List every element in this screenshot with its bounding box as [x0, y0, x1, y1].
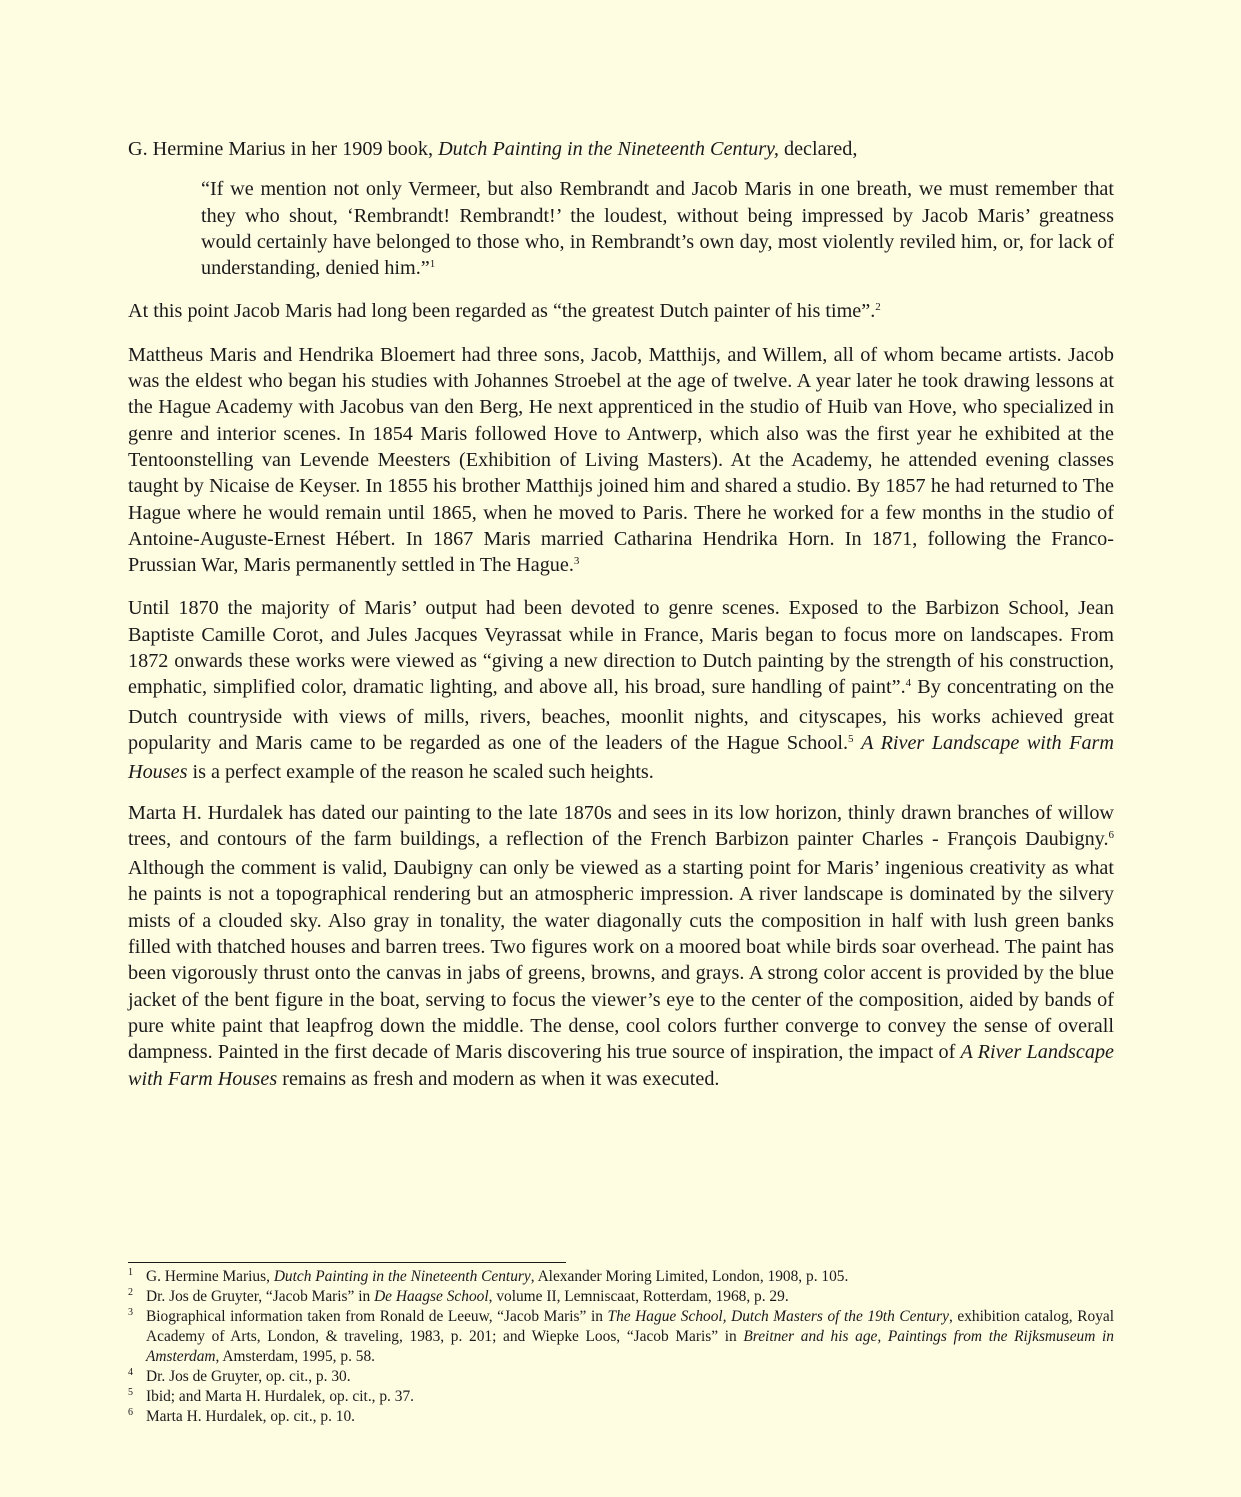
intro-text-end: declared, — [778, 138, 858, 160]
footnote-title: Breitner and his age, Paintings from the Rijksmuseum in Amsterdam — [146, 1328, 1115, 1365]
footnote-item — [128, 1407, 1114, 1427]
footnote-ref[interactable]: 4 — [905, 677, 912, 690]
paragraph — [128, 342, 1114, 582]
paragraph-text: Marta H. Hurdalek has dated our painting to the late 1870s and sees in its low horizon, thinly drawn branches of willow trees, and contours of the farm buildings, a reflection of the French Barbizon painter Charles - François Daubigny. — [128, 801, 1114, 850]
paragraph-text: By concentrating on the Dutch countryside with views of mills, rivers, beaches, moonlit nights, and cityscapes, his works achieved great popularity and Maris came to be regarded as one of the leaders of the Hague School. — [128, 676, 1114, 754]
paragraph — [128, 800, 1114, 1092]
quote-text: “If we mention not only Vermeer, but also Rembrandt and Jacob Maris in one breath, we must remember that they who shout, ‘Rembrandt! Rembrandt!’ the loudest, without being impressed by Jacob Maris’ greatness would certainly have belonged to those who, in Rembrandt’s own day, most violently reviled him, or, for lack of understanding, denied him.” — [201, 178, 1114, 280]
footnote-item — [128, 1367, 1114, 1387]
article-body — [128, 136, 1114, 1092]
footnote-number: 5 — [128, 1387, 133, 1398]
footnote-number: 1 — [128, 1267, 133, 1278]
footnote-text — [146, 1287, 1114, 1307]
footnote-text-part: Biographical information taken from Ronald de Leeuw, “Jacob Maris” in — [146, 1308, 608, 1325]
footnote-title: Dutch Painting in the Nineteenth Century — [273, 1268, 531, 1285]
footnote-number: 2 — [128, 1287, 133, 1298]
footnote-text-part: , Amsterdam, 1995, p. 58. — [215, 1348, 375, 1365]
footnote-number: 3 — [128, 1307, 133, 1318]
footnote-number: 4 — [128, 1367, 133, 1378]
intro-paragraph — [128, 136, 1114, 162]
footnotes — [128, 1262, 1114, 1427]
footnote-ref[interactable]: 3 — [573, 555, 580, 568]
footnote-item — [128, 1307, 1114, 1367]
footnote-text — [146, 1307, 1114, 1367]
footnote-ref[interactable]: 1 — [429, 258, 436, 271]
footnote-text: Dr. Jos de Gruyter, op. cit., p. 30. — [146, 1368, 351, 1385]
footnote-item — [128, 1387, 1114, 1407]
footnote-item — [128, 1267, 1114, 1287]
footnote-ref[interactable]: 2 — [875, 301, 881, 314]
paragraph-text: Until 1870 the majority of Maris’ output had been devoted to genre scenes. Exposed to the Barbizon School, Jean Baptiste Camille Corot, and Jules Jacques Veyrassat while in France, Maris began to focus more on landscapes. From 1872 onwards these works were viewed as “giving a new direction to Dutch painting by the strength of his construction, emphatic, simplified color, dramatic lighting, and above all, his broad, sure handling of paint”. — [128, 597, 1114, 699]
footnote-text-part: G. Hermine Marius, — [146, 1268, 274, 1285]
footnote-text — [146, 1267, 1114, 1287]
intro-text: G. Hermine Marius in her 1909 book, — [128, 138, 439, 160]
paragraph — [128, 595, 1114, 785]
paragraph — [128, 298, 1114, 327]
footnote-text-part: , exhibition catalog, Royal Academy of Arts, London, & traveling, 1983, p. 201; and Wiepke Loos, “Jacob Maris” in — [146, 1308, 1115, 1345]
book-title: Dutch Painting in the Nineteenth Century, — [438, 138, 779, 160]
paragraph-text: is a perfect example of the reason he scaled such heights. — [187, 761, 654, 784]
footnote-text: Marta H. Hurdalek, op. cit., p. 10. — [146, 1408, 356, 1425]
footnote-text-part: Dr. Jos de Gruyter, “Jacob Maris” in — [146, 1288, 375, 1305]
footnote-ref[interactable]: 6 — [1108, 828, 1114, 841]
footnote-title: The Hague School, Dutch Masters of the 19th Century — [607, 1308, 949, 1325]
footnote-text-part: , Alexander Moring Limited, London, 1908, p. 105. — [530, 1268, 849, 1285]
quote-paragraph — [201, 176, 1114, 284]
footnote-text: Ibid; and Marta H. Hurdalek, op. cit., p. 37. — [146, 1388, 414, 1405]
footnote-number: 6 — [128, 1407, 133, 1418]
footnote-item — [128, 1287, 1114, 1307]
footnote-title: De Haagse School — [374, 1288, 489, 1305]
paragraph-text: remains as fresh and modern as when it was executed. — [277, 1067, 720, 1090]
block-quote — [201, 176, 1114, 284]
painting-title: A River Landscape with Farm Houses — [128, 1041, 1115, 1090]
footnote-divider — [128, 1262, 566, 1263]
footnote-ref[interactable]: 5 — [848, 732, 854, 745]
paragraph-text: Mattheus Maris and Hendrika Bloemert had three sons, Jacob, Matthijs, and Willem, all of whom became artists. Jacob was the eldest who began his studies with Johannes Stroebel at the age of twelve. A year later he took drawing lessons at the Hague Academy with Jacobus van den Berg, He next apprenticed in the studio of Huib van Hove, who specialized in genre and interior scenes. In 1854 Maris followed Hove to Antwerp, which also was the first year he exhibited at the Tentoonstelling van Levende Meesters (Exhibition of Living Masters). At the Academy, he attended evening classes taught by Nicaise de Keyser. In 1855 his brother Matthijs joined him and shared a studio. By 1857 he had returned to The Hague where he would remain until 1865, when he moved to Paris. There he worked for a few months in the studio of Antoine-Auguste-Ernest Hébert. In 1867 Maris married Catharina Hendrika Horn. In 1871, following the Franco-Prussian War, Maris permanently settled in The Hague. — [128, 343, 1114, 577]
footnote-text-part: , volume II, Lemniscaat, Rotterdam, 1968, p. 29. — [488, 1288, 789, 1305]
paragraph-text: Although the comment is valid, Daubigny can only be viewed as a starting point for Maris’ ingenious creativity as what he paints is not a topographical rendering but an atmospheric impression. A river landscape is dominated by the silvery mists of a clouded sky. Also gray in tonality, the water diagonally cuts the composition in half with lush green banks filled with thatched houses and barren trees. Two figures work on a moored boat while birds soar overhead. The paint has been vigorously thrust onto the canvas in jabs of greens, browns, and grays. A strong color accent is provided by the blue jacket of the bent figure in the boat, serving to focus the viewer’s eye to the center of the composition, aided by bands of pure white paint that leapfrog down the middle. The dense, cool colors further converge to convey the sense of overall dampness. Painted in the first decade of Maris discovering his true source of inspiration, the impact of — [128, 857, 1114, 1064]
painting-title: A River Landscape with Farm Houses — [128, 731, 1114, 784]
paragraph-text: At this point Jacob Maris had long been regarded as “the greatest Dutch painter of his time”. — [128, 300, 876, 323]
